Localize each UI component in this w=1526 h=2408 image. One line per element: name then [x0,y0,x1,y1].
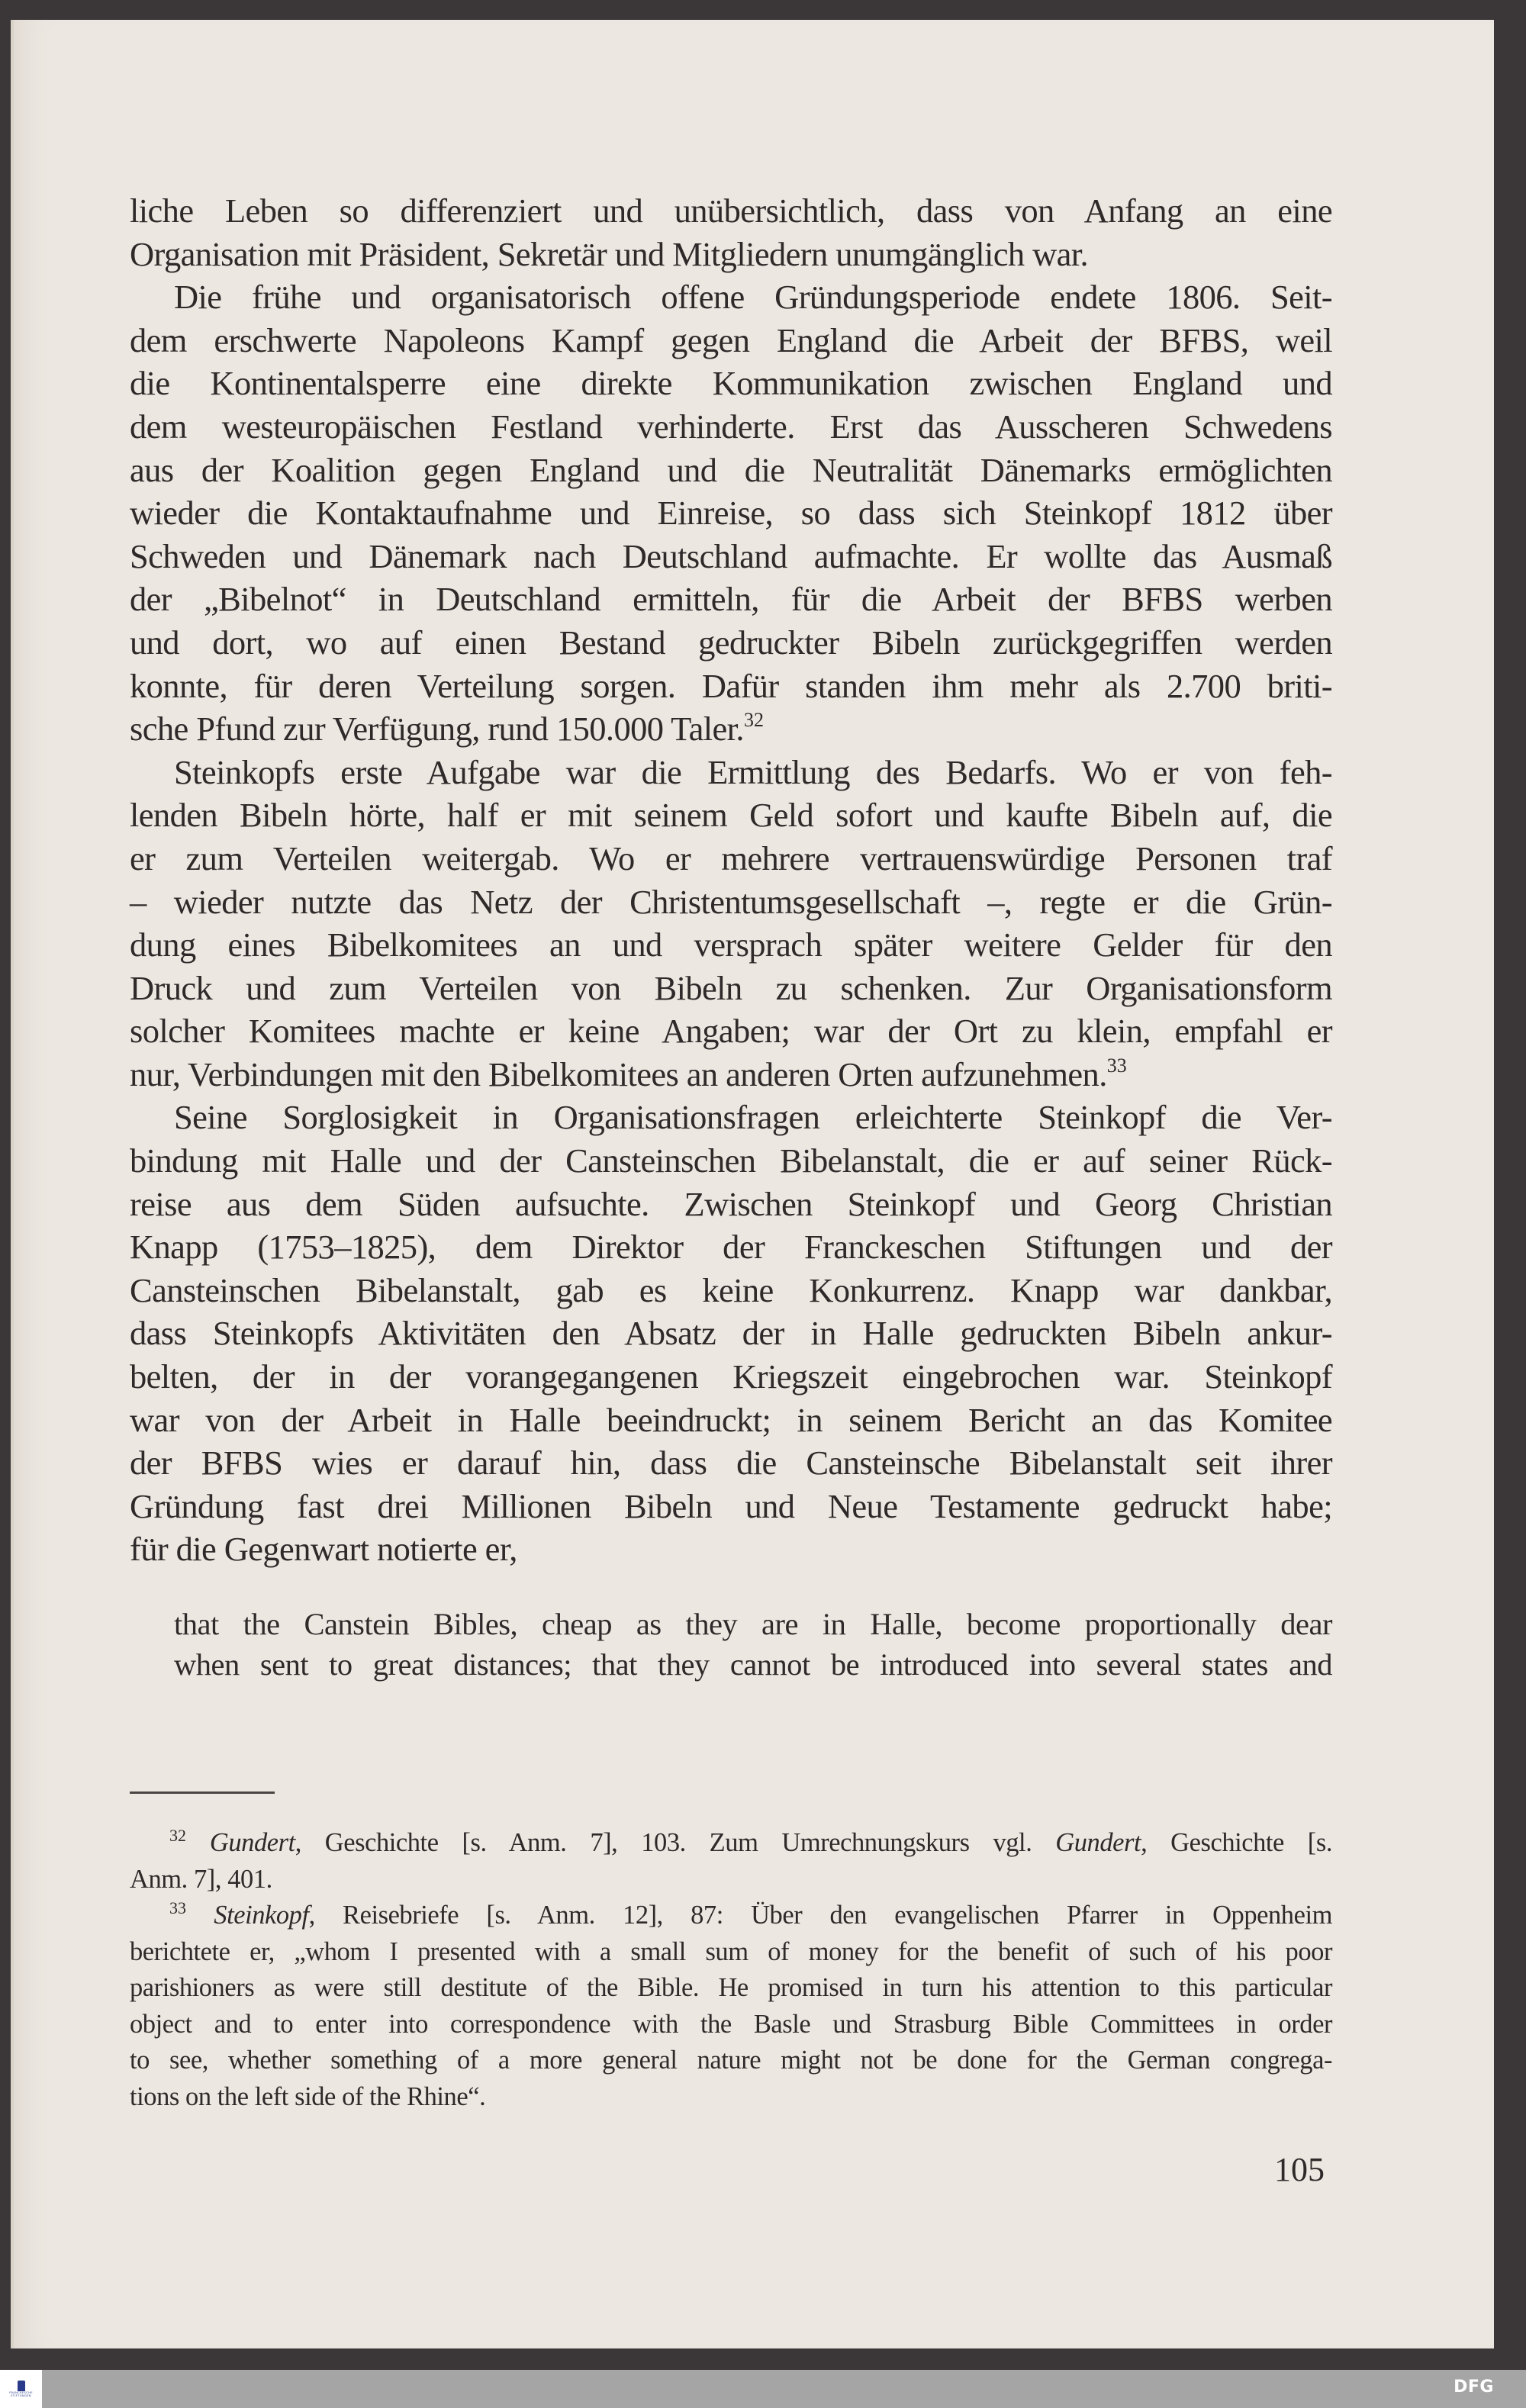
footnote-33-line: berichtete er, „whom I presented with a small sum of money for the benefit of such of his poor [130,1936,1332,1966]
viewer-footer-bar [0,2370,1526,2408]
footnote-separator [130,1792,275,1794]
text-line: bindung mit Halle und der Cansteinschen Bibelanstalt, die er auf seiner Rück- [130,1141,1332,1180]
quote-line: that the Canstein Bibles, cheap as they are in Halle, become proportionally dear [174,1607,1332,1641]
footnote-text: , Geschichte [s. [1141,1828,1332,1857]
text-line: lenden Bibeln hörte, half er mit seinem Geld sofort und kaufte Bibeln auf, die [130,796,1332,835]
text-line: Steinkopfs erste Aufgabe war die Ermittlung des Bedarfs. Wo er von feh- [174,752,1332,791]
footnote-33 [130,1898,1332,1934]
text-line: solcher Komitees machte er keine Angaben; war der Ort zu klein, empfahl er [130,1012,1332,1051]
footnote-33-line: to see, whether something of a more general nature might not be done for the German congrega- [130,2046,1332,2075]
text-line: und dort, wo auf einen Bestand gedruckter Bibeln zurückgegriffen werden [130,623,1332,662]
text-line: Knapp (1753–1825), dem Direktor der Franckeschen Stiftungen und der [130,1228,1332,1267]
text-line: reise aus dem Süden aufsuchte. Zwischen Steinkopf und Georg Christian [130,1184,1332,1223]
text-line: Gründung fast drei Millionen Bibeln und Neue Testamente gedruckt habe; [130,1486,1332,1525]
text-line: liche Leben so differenziert und unübersichtlich, dass von Anfang an eine [130,192,1332,230]
text-line: Schweden und Dänemark nach Deutschland aufmachte. Er wollte das Ausmaß [130,536,1332,575]
logo-text-line: STIFTUNGEN [11,2394,31,2397]
text-line: der BFBS wies er darauf hin, dass die Cansteinsche Bibelanstalt seit ihrer [130,1444,1332,1482]
text-line: Druck und zum Verteilen von Bibeln zu schenken. Zur Organisationsform [130,968,1332,1007]
text-line: aus der Koalition gegen England und die Neutralität Dänemarks ermöglichten [130,450,1332,489]
text-line-content: sche Pfund zur Verfügung, rund 150.000 Taler. [130,710,744,748]
footnote-33-line: object and to enter into correspondence with the Basle und Strasburg Bible Committees in order [130,2009,1332,2039]
text-line: dung eines Bibelkomitees an und versprach später weitere Gelder für den [130,926,1332,964]
footnote-32 [130,1825,1332,1862]
text-line: dem erschwerte Napoleons Kampf gegen England die Arbeit der BFBS, weil [130,320,1332,359]
footnote-33-line: tions on the left side of the Rhine“. [130,2081,486,2111]
footnote-reference[interactable]: 33 [1106,1054,1127,1077]
text-line: für die Gegenwart notierte er, [130,1530,517,1569]
text-line: – wieder nutzte das Netz der Christentumsgesellschaft –, regte er die Grün- [130,882,1332,921]
text-line: der „Bibelnot“ in Deutschland ermitteln, für die Arbeit der BFBS werben [130,580,1332,619]
dfg-logo[interactable]: DFG [1454,2377,1494,2397]
logo-text-line: FRANCKESCHE [9,2390,33,2394]
text-line [130,707,1332,751]
text-line: er zum Verteilen weitergab. Wo er mehrere vertrauenswürdige Personen traf [130,839,1332,877]
footnote-author: Gundert [1055,1828,1141,1857]
text-line: dem westeuropäischen Festland verhinderte. Erst das Ausscheren Schwedens [130,407,1332,446]
footnote-reference[interactable]: 32 [743,709,764,732]
footnote-33-line: parishioners as were still destitute of the Bible. He promised in turn his attention to this particular [130,1973,1332,2002]
text-line: die Kontinentalsperre eine direkte Kommunikation zwischen England und [130,364,1332,403]
text-line: belten, der in der vorangegangenen Kriegszeit eingebrochen war. Steinkopf [130,1357,1332,1396]
franckesche-stiftungen-logo[interactable] [0,2370,42,2408]
footnote-text: , Geschichte [s. Anm. 7], 103. Zum Umrechnungskurs vgl. [295,1828,1056,1857]
block-quote [174,1604,1332,1685]
footnote-number: 32 [169,1826,186,1845]
footnote-author: Steinkopf [214,1901,309,1930]
text-line: Die frühe und organisatorisch offene Gründungsperiode endete 1806. Seit- [174,278,1332,317]
text-line: wieder die Kontaktaufnahme und Einreise, so dass sich Steinkopf 1812 über [130,494,1332,533]
footnote-32-continued: Anm. 7], 401. [130,1864,272,1894]
footnote-text: , Reisebriefe [s. Anm. 12], 87: Über den evangelischen Pfarrer in Oppenheim [308,1901,1332,1930]
text-line [130,1053,1332,1096]
footnote-number: 33 [169,1898,186,1917]
text-line: dass Steinkopfs Aktivitäten den Absatz der in Halle gedruckten Bibeln ankur- [130,1314,1332,1353]
statue-icon [18,2381,25,2391]
text-line: war von der Arbeit in Halle beeindruckt; in seinem Bericht an das Komitee [130,1400,1332,1439]
text-line-content: nur, Verbindungen mit den Bibelkomitees an anderen Orten aufzunehmen. [130,1054,1107,1093]
footnote-author: Gundert [209,1828,295,1857]
page-number: 105 [1274,2151,1325,2188]
text-line: Organisation mit Präsident, Sekretär und Mitgliedern unumgänglich war. [130,234,1089,273]
quote-line: when sent to great distances; that they cannot be introduced into several states and [174,1647,1332,1682]
main-text [130,189,1332,1571]
text-line: konnte, für deren Verteilung sorgen. Dafür standen ihm mehr als 2.700 briti- [130,666,1332,705]
text-line: Cansteinschen Bibelanstalt, gab es keine Konkurrenz. Knapp war dankbar, [130,1270,1332,1309]
footnotes [130,1825,1332,2115]
text-line: Seine Sorglosigkeit in Organisationsfragen erleichterte Steinkopf die Ver- [174,1098,1332,1137]
